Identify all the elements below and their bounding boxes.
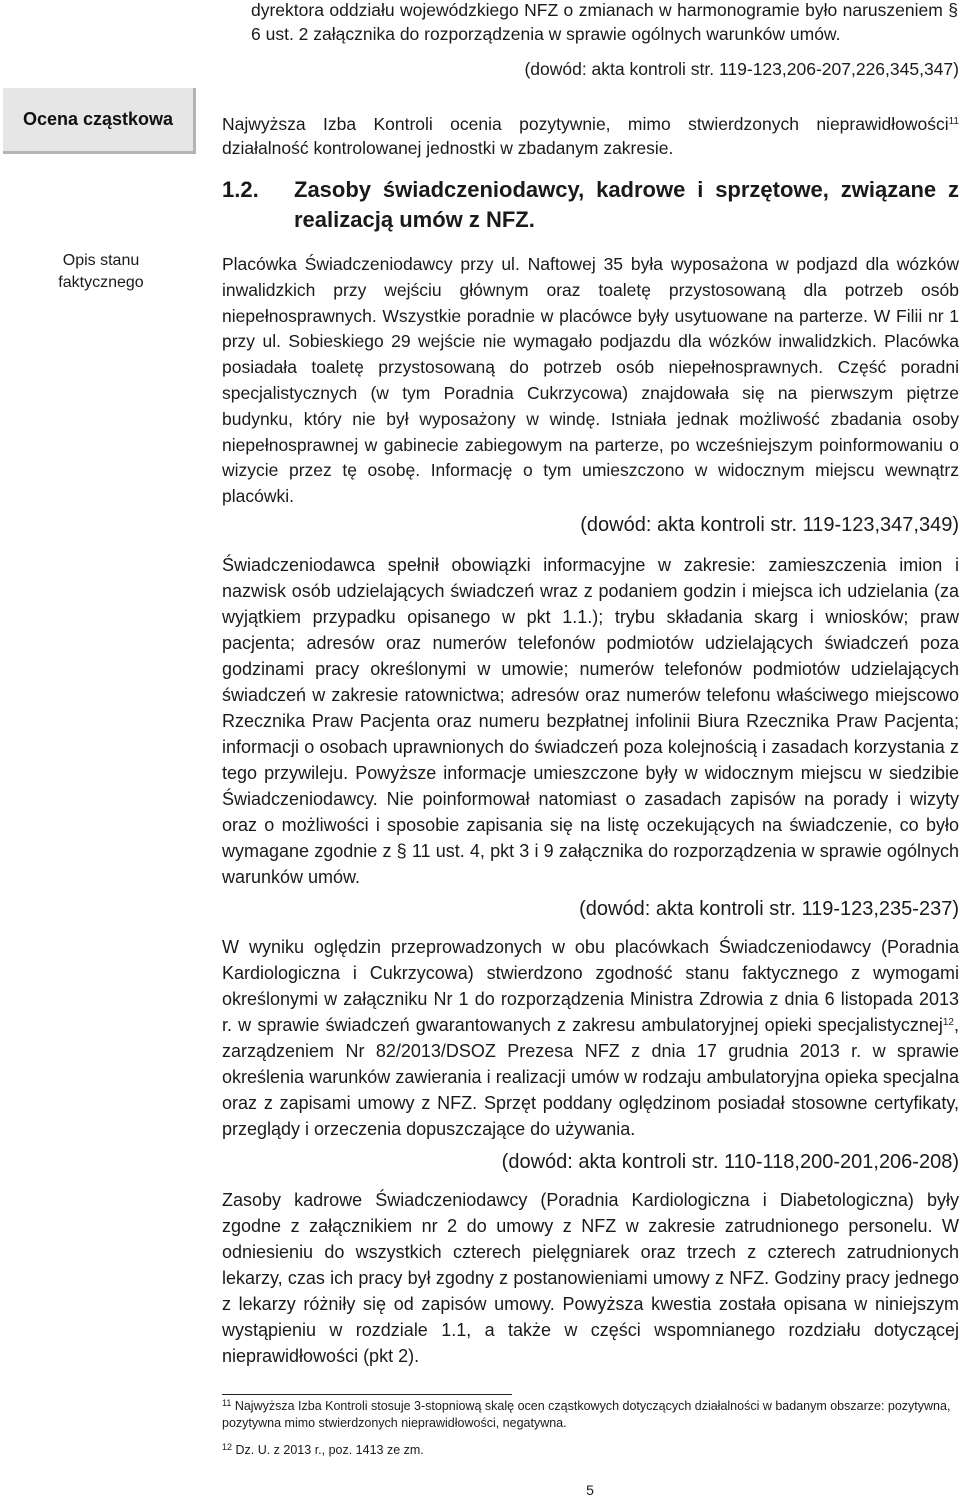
facts-label-line2: faktycznego (58, 274, 144, 291)
facts-label-line1: Opis stanu (62, 252, 140, 269)
footnote-ref-11: 11 (948, 116, 959, 127)
footnote-separator (222, 1394, 512, 1395)
footnote-11: $^{11}$ Najwyższa Izba Kontroli stosuje 3-stopniową skalę ocen cząstkowych dotyczących działalności w badanym obszarze: pozytywna, pozytywna mimo stwierdzonych nieprawidłowości, negatywna. (222, 1398, 951, 1430)
proof-reference-1: (dowód: akta kontroli str. 119-123,347,349) (580, 514, 959, 536)
section-title: Zasoby świadczeniodawcy, kadrowe i sprzętowe, związane z realizacją umów z NFZ. (294, 177, 959, 232)
section-heading (222, 175, 959, 235)
assessment-badge: Ocena cząstkowa (3, 88, 196, 154)
page-number: 5 (586, 1482, 594, 1498)
footnote-ref-12: 12 (942, 1017, 954, 1028)
assessment-paragraph: Najwyższa Izba Kontroli ocenia pozytywnie, mimo stwierdzonych nieprawidłowości$^{11}$ działalność kontrolowanej jednostki w zbadanym zakresie. (222, 114, 959, 158)
paragraph-inspection: W wyniku oględzin przeprowadzonych w obu placówkach Świadczeniodawcy (Poradnia Kardiologiczna i Cukrzycowa) stwierdzono zgodność stanu faktycznego z wymogami określonymi w załączniku Nr 1 do rozporządzenia Ministra Zdrowia z dnia 6 listopada 2013 r. w sprawie świadczeń gwarantowanych z zakresu ambulatoryjnej opieki specjalistycznej$^{12}$, zarządzeniem Nr 82/2013/DSOZ Prezesa NFZ z dnia 17 grudnia 2013 r. w sprawie określenia warunków zawierania i realizacji umów w rodzaju ambulatoryjna opieka specjalna oraz z zapisami umowy z NFZ. Sprzęt poddany oględzinom posiadał stosowne certyfikaty, przeglądy i orzeczenia dopuszczające do używania. (222, 937, 959, 1139)
facts-description-label (0, 250, 202, 294)
proof-reference-top: (dowód: akta kontroli str. 119-123,206-207,226,345,347) (524, 59, 959, 79)
paragraph-information-duties: Świadczeniodawca spełnił obowiązki informacyjne w zakresie: zamieszczenia imion i nazwisk osób udzielających świadczeń wraz z podaniem godzin i miejsca ich udzielania (za wyjątkiem przypadku opisanego w pkt 1.1.); trybu składania skarg i wniosków; praw pacjenta; adresów oraz numerów telefonów podmiotów udzielających świadczeń poza godzinami pracy określonymi w umowie; numerów telefonów podmiotów udzielających świadczeń w zakresie ratownictwa; adresów oraz numerów telefonu właściwego miejscowo Rzecznika Praw Pacjenta oraz numeru bezpłatnej infolinii Biura Rzecznika Praw Pacjenta; informacji o osobach uprawnionych do świadczeń poza kolejnością i zasadach korzystania z tego przywileju. Powyższe informacje umieszczone były w widocznym miejscu w siedzibie Świadczeniodawcy. Nie poinformował natomiast o zasadach zapisów na porady i wizyty oraz o możliwości i sposobie zapisania się na listę oczekujących na świadczenie, co było wymagane zgodnie z § 11 ust. 4, pkt 3 i 9 załącznika do rozporządzenia w sprawie ogólnych warunków umów. (222, 555, 959, 887)
footnote-12: $^{12}$ Dz. U. z 2013 r., poz. 1413 ze zm. (222, 1442, 424, 1457)
paragraph-staff: Zasoby kadrowe Świadczeniodawcy (Poradnia Kardiologiczna i Diabetologiczna) były zgodne z załącznikiem nr 2 do umowy z NFZ w zakresie zatrudnionego personelu. W odniesieniu do wszystkich czterech pielęgniarek oraz trzech z czterech zatrudnionych lekarzy, czas ich pracy był zgodny z postanowieniami umowy z NFZ. Godziny pracy jednego z lekarzy różniły się od zapisów umowy. Powyższa kwestia została opisana w niniejszym wystąpieniu w rozdziale 1.1, a także w części wspomnianego rozdziału dotyczącej nieprawidłowości (pkt 2). (222, 1190, 959, 1366)
continued-paragraph: dyrektora oddziału wojewódzkiego NFZ o zmianach w harmonogramie było naruszeniem § 6 ust. 2 załącznika do rozporządzenia w sprawie ogólnych warunków umów. (251, 0, 958, 44)
paragraph-accessibility: Placówka Świadczeniodawcy przy ul. Naftowej 35 była wyposażona w podjazd dla wózków inwalidzkich przy wejściu głównym oraz toaletę przystosowaną dla potrzeb osób niepełnosprawnych. Wszystkie poradnie w placówce były usytuowane na parterze. W Filii nr 1 przy ul. Sobieskiego 29 wejście nie wymagało podjazdu dla wózków inwalidzkich. Placówka posiadała toaletę przystosowaną do potrzeb osób niepełnosprawnych. Część poradni specjalistycznych (w tym Poradnia Cukrzycowa) znajdowała się na pierwszym piętrze budynku, który nie był wyposażony w windę. Istniała jednak możliwość zbadania osoby niepełnosprawnej w gabinecie zabiegowym na parterze, po wcześniejszym poinformowaniu o wizycie przez tę osobę. Informację o tym umieszczono w widocznym miejscu wewnątrz placówki. (222, 254, 959, 507)
proof-reference-3: (dowód: akta kontroli str. 110-118,200-201,206-208) (501, 1151, 959, 1173)
proof-reference-2: (dowód: akta kontroli str. 119-123,235-237) (579, 898, 959, 920)
section-number: 1.2. (222, 177, 259, 202)
